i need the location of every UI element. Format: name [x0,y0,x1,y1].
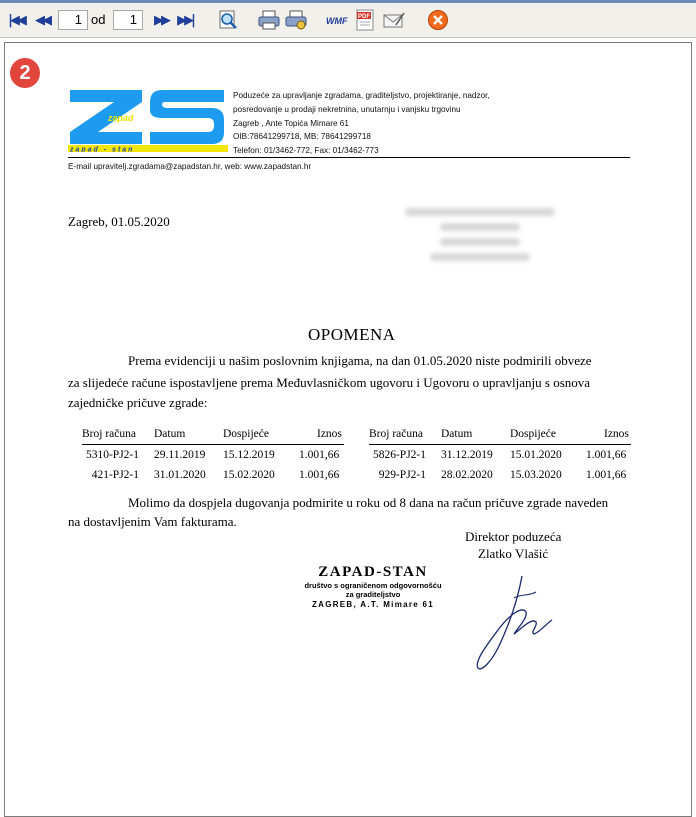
intro-line: Prema evidenciji u našim poslovnim knjigama, na dan 01.05.2020 niste podmirili obveze [128,353,592,368]
amount-cell: 1.001,66 [299,449,340,461]
handwritten-signature [470,568,560,678]
first-page-icon[interactable]: |◀◀ [8,12,24,28]
company-line: Telefon: 01/3462-772, Fax: 01/3462-773 [233,146,379,156]
table-header [369,427,631,445]
previous-page-icon[interactable]: ◀◀ [35,12,49,28]
invoice-number-cell: 421-PJ2-1 [91,469,139,481]
report-toolbar [0,0,696,38]
column-header: Broj računa [82,428,136,440]
pdf-export-icon[interactable] [354,9,376,31]
step-badge: 2 [10,58,40,88]
table-header [82,427,344,445]
svg-text:zapad: zapad [108,113,134,123]
date-cell: 29.11.2019 [154,449,206,461]
invoice-number-cell: 5310-PJ2-1 [85,449,139,461]
current-page-input[interactable]: 1 [58,10,88,30]
column-header: Iznos [317,428,342,440]
company-line: OIB:78641299718, MB: 78641299718 [233,132,371,142]
date-cell: 28.02.2020 [441,469,493,481]
close-icon[interactable] [426,9,450,31]
print-icon[interactable] [256,9,282,31]
letterhead-divider [68,157,630,158]
email-icon[interactable] [381,9,407,31]
total-pages-field: 1 [113,10,143,30]
invoice-number-cell: 929-PJ2-1 [378,469,426,481]
company-stamp [293,564,453,609]
due-date-cell: 15.03.2020 [510,469,562,481]
amount-cell: 1.001,66 [299,469,340,481]
recipient-address-redacted [400,208,560,280]
print-setup-icon[interactable] [283,9,309,31]
amount-cell: 1.001,66 [586,469,627,481]
signature-name: Zlatko Vlašić [478,546,549,561]
intro-line: za slijedeće račune ispostavljene prema Međuvlasničkom ugovoru i Ugovoru o upravljanju s osnova [68,375,591,390]
company-line: posredovanje u prodaji nekretnina, unutarnju i vanjsku trgovinu [233,104,461,114]
column-header: Iznos [604,428,629,440]
company-line: Poduzeće za upravljanje zgradama, graditeljstvo, projektiranje, nadzor, [233,91,490,100]
column-header: Dospijeće [510,428,556,440]
wmf-export-icon[interactable] [325,9,351,31]
closing-line: na dostavljenim Vam fakturama. [68,514,237,529]
column-header: Datum [441,428,473,440]
company-logo [68,88,228,152]
intro-line: zajedničke pričuve zgrade: [68,395,208,410]
stamp-line: ZAGREB, A.T. Mimare 61 [311,600,435,609]
company-line: Zagreb , Ante Topića Mimare 61 [233,118,349,128]
column-header: Datum [154,428,186,440]
invoice-table-left [82,427,344,487]
date-cell: 31.01.2020 [154,469,206,481]
last-page-icon[interactable]: ▶▶| [177,12,193,28]
column-header: Dospijeće [223,428,269,440]
window-title-strip [0,0,696,3]
company-details [233,89,490,158]
date-cell: 31.12.2019 [441,449,493,461]
closing-line: Molimo da dospjela dugovanja podmirite u roku od 8 dana na račun pričuve zgrade naveden [128,495,609,510]
column-header: Broj računa [369,428,423,440]
signature-title: Direktor poduzeća [465,529,562,544]
contact-email-line: E-mail upravitelj.zgradama@zapadstan.hr, web: www.zapadstan.hr [68,162,312,171]
invoice-number-cell: 5826-PJ2-1 [372,449,426,461]
stamp-line: za graditeljstvo [345,590,401,599]
next-page-icon[interactable]: ▶▶ [154,12,168,28]
svg-text:WMF: WMF [326,16,348,26]
stamp-name: ZAPAD-STAN [318,564,428,580]
page-of-label: od [91,12,106,27]
due-date-cell: 15.01.2020 [510,449,562,461]
svg-text:zapad - stan: zapad - stan [70,146,135,152]
svg-text:PDF: PDF [358,14,370,20]
letter-title: OPOMENA [308,325,396,344]
invoice-table-right [369,427,631,487]
zoom-icon[interactable] [216,9,240,31]
city-date: Zagreb, 01.05.2020 [68,214,170,229]
stamp-line: društvo s ograničenom odgovornošću [304,581,442,590]
amount-cell: 1.001,66 [586,449,627,461]
due-date-cell: 15.12.2019 [223,449,275,461]
due-date-cell: 15.02.2020 [223,469,275,481]
